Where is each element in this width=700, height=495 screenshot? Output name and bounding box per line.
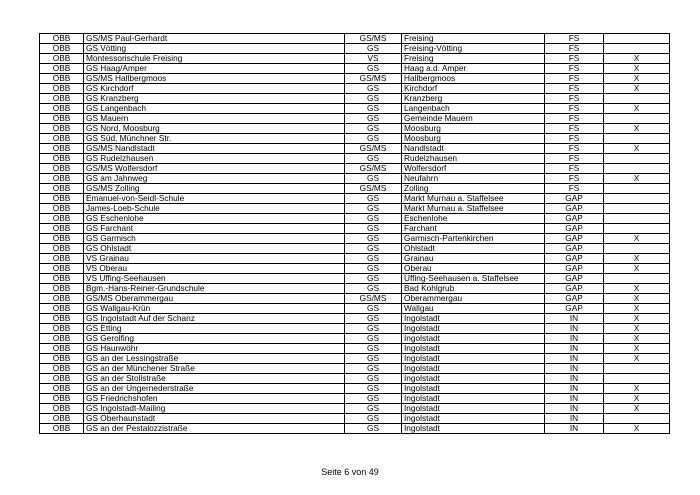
district-cell: FS xyxy=(545,44,604,54)
district-cell: GAP xyxy=(545,304,604,314)
table-row xyxy=(40,364,670,374)
school-type-cell: GS xyxy=(345,414,402,424)
school-type-cell: GS xyxy=(345,374,402,384)
district-cell: FS xyxy=(545,84,604,94)
mark-cell: X xyxy=(604,64,670,74)
mark-cell xyxy=(604,274,670,284)
region-cell: OBB xyxy=(40,344,84,354)
mark-cell xyxy=(604,414,670,424)
place-cell: Moosburg xyxy=(402,134,545,144)
school-type-cell: GS xyxy=(345,384,402,394)
school-name-cell: GS Langenbach xyxy=(84,104,345,114)
place-cell: Ingolstadt xyxy=(402,404,545,414)
region-cell: OBB xyxy=(40,204,84,214)
mark-cell xyxy=(604,194,670,204)
school-name-cell: GS Kirchdorf xyxy=(84,84,345,94)
table-row xyxy=(40,54,670,64)
school-type-cell: GS xyxy=(345,214,402,224)
school-name-cell: GS am Jahnweg xyxy=(84,174,345,184)
place-cell: Oberau xyxy=(402,264,545,274)
region-cell: OBB xyxy=(40,184,84,194)
region-cell: OBB xyxy=(40,354,84,364)
place-cell: Ingolstadt xyxy=(402,364,545,374)
mark-cell xyxy=(604,224,670,234)
mark-cell xyxy=(604,164,670,174)
place-cell: Oberammergau xyxy=(402,294,545,304)
district-cell: GAP xyxy=(545,204,604,214)
school-type-cell: GS xyxy=(345,354,402,364)
school-type-cell: GS/MS xyxy=(345,74,402,84)
district-cell: GAP xyxy=(545,194,604,204)
place-cell: Ingolstadt xyxy=(402,424,545,434)
place-cell: Eschenlohe xyxy=(402,214,545,224)
school-type-cell: GS xyxy=(345,394,402,404)
school-name-cell: GS an der Ungernederstraße xyxy=(84,384,345,394)
place-cell: Ohlstadt xyxy=(402,244,545,254)
district-cell: GAP xyxy=(545,234,604,244)
region-cell: OBB xyxy=(40,64,84,74)
mark-cell: X xyxy=(604,234,670,244)
place-cell: Ingolstadt xyxy=(402,384,545,394)
mark-cell xyxy=(604,134,670,144)
place-cell: Farchant xyxy=(402,224,545,234)
district-cell: FS xyxy=(545,64,604,74)
district-cell: FS xyxy=(545,124,604,134)
mark-cell: X xyxy=(604,404,670,414)
district-cell: GAP xyxy=(545,254,604,264)
table-row xyxy=(40,94,670,104)
table-row xyxy=(40,184,670,194)
region-cell: OBB xyxy=(40,364,84,374)
district-cell: FS xyxy=(545,104,604,114)
district-cell: GAP xyxy=(545,264,604,274)
table-row xyxy=(40,44,670,54)
school-type-cell: GS xyxy=(345,244,402,254)
place-cell: Haag a.d. Amper xyxy=(402,64,545,74)
mark-cell xyxy=(604,244,670,254)
district-cell: GAP xyxy=(545,294,604,304)
school-name-cell: GS an der Münchener Straße xyxy=(84,364,345,374)
table-row xyxy=(40,74,670,84)
school-name-cell: Emanuel-von-Seidl-Schule xyxy=(84,194,345,204)
school-type-cell: GS xyxy=(345,364,402,374)
region-cell: OBB xyxy=(40,394,84,404)
table-row xyxy=(40,304,670,314)
region-cell: OBB xyxy=(40,34,84,44)
mark-cell: X xyxy=(604,424,670,434)
table-row xyxy=(40,64,670,74)
school-name-cell: GS Süd, Münchner Str. xyxy=(84,134,345,144)
place-cell: Freising-Vötting xyxy=(402,44,545,54)
school-type-cell: GS xyxy=(345,314,402,324)
region-cell: OBB xyxy=(40,404,84,414)
place-cell: Nandlstadt xyxy=(402,144,545,154)
region-cell: OBB xyxy=(40,314,84,324)
place-cell: Markt Murnau a. Staffelsee xyxy=(402,204,545,214)
mark-cell xyxy=(604,44,670,54)
place-cell: Kranzberg xyxy=(402,94,545,104)
school-type-cell: GS xyxy=(345,304,402,314)
mark-cell: X xyxy=(604,284,670,294)
district-cell: FS xyxy=(545,134,604,144)
school-type-cell: GS xyxy=(345,94,402,104)
district-cell: GAP xyxy=(545,284,604,294)
place-cell: Bad Kohlgrub xyxy=(402,284,545,294)
school-name-cell: GS Rudelzhausen xyxy=(84,154,345,164)
mark-cell xyxy=(604,34,670,44)
school-name-cell: GS Oberhaunstadt xyxy=(84,414,345,424)
table-row xyxy=(40,34,670,44)
school-type-cell: VS xyxy=(345,54,402,64)
table-row xyxy=(40,284,670,294)
region-cell: OBB xyxy=(40,94,84,104)
district-cell: IN xyxy=(545,314,604,324)
table-row xyxy=(40,174,670,184)
place-cell: Neufahrn xyxy=(402,174,545,184)
mark-cell: X xyxy=(604,104,670,114)
district-cell: FS xyxy=(545,34,604,44)
region-cell: OBB xyxy=(40,154,84,164)
region-cell: OBB xyxy=(40,324,84,334)
region-cell: OBB xyxy=(40,304,84,314)
district-cell: IN xyxy=(545,374,604,384)
school-type-cell: GS xyxy=(345,224,402,234)
region-cell: OBB xyxy=(40,164,84,174)
place-cell: Ingolstadt xyxy=(402,374,545,384)
mark-cell: X xyxy=(604,344,670,354)
table-row xyxy=(40,424,670,434)
school-type-cell: GS/MS xyxy=(345,164,402,174)
school-type-cell: GS xyxy=(345,324,402,334)
school-name-cell: GS Mauern xyxy=(84,114,345,124)
region-cell: OBB xyxy=(40,224,84,234)
region-cell: OBB xyxy=(40,144,84,154)
school-name-cell: GS Haag/Amper xyxy=(84,64,345,74)
school-name-cell: GS/MS Hallbergmoos xyxy=(84,74,345,84)
mark-cell: X xyxy=(604,324,670,334)
mark-cell: X xyxy=(604,334,670,344)
school-name-cell: GS Nord, Moosburg xyxy=(84,124,345,134)
school-name-cell: GS/MS Oberammergau xyxy=(84,294,345,304)
district-cell: FS xyxy=(545,164,604,174)
table-row xyxy=(40,234,670,244)
table-row xyxy=(40,264,670,274)
district-cell: IN xyxy=(545,344,604,354)
table-row xyxy=(40,144,670,154)
school-type-cell: GS xyxy=(345,104,402,114)
school-type-cell: GS xyxy=(345,274,402,284)
school-name-cell: Montessorischule Freising xyxy=(84,54,345,64)
school-type-cell: GS xyxy=(345,204,402,214)
school-type-cell: GS xyxy=(345,334,402,344)
mark-cell: X xyxy=(604,384,670,394)
table-row xyxy=(40,84,670,94)
place-cell: Rudelzhausen xyxy=(402,154,545,164)
school-type-cell: GS xyxy=(345,404,402,414)
table-row xyxy=(40,224,670,234)
school-type-cell: GS xyxy=(345,174,402,184)
mark-cell xyxy=(604,94,670,104)
table-row xyxy=(40,354,670,364)
table-row xyxy=(40,164,670,174)
school-table xyxy=(39,33,670,434)
table-row xyxy=(40,294,670,304)
mark-cell xyxy=(604,184,670,194)
mark-cell: X xyxy=(604,304,670,314)
district-cell: GAP xyxy=(545,214,604,224)
district-cell: FS xyxy=(545,54,604,64)
region-cell: OBB xyxy=(40,214,84,224)
table-row xyxy=(40,384,670,394)
place-cell: Garmisch-Partenkirchen xyxy=(402,234,545,244)
place-cell: Ingolstadt xyxy=(402,334,545,344)
school-type-cell: GS xyxy=(345,114,402,124)
table-row xyxy=(40,414,670,424)
region-cell: OBB xyxy=(40,54,84,64)
school-name-cell: GS/MS Zolling xyxy=(84,184,345,194)
place-cell: Freising xyxy=(402,54,545,64)
table-row xyxy=(40,124,670,134)
school-name-cell: GS Eschenlohe xyxy=(84,214,345,224)
region-cell: OBB xyxy=(40,74,84,84)
mark-cell xyxy=(604,154,670,164)
place-cell: Wolfersdorf xyxy=(402,164,545,174)
school-type-cell: GS/MS xyxy=(345,184,402,194)
region-cell: OBB xyxy=(40,414,84,424)
mark-cell: X xyxy=(604,314,670,324)
mark-cell: X xyxy=(604,254,670,264)
school-type-cell: GS xyxy=(345,64,402,74)
table-row xyxy=(40,324,670,334)
school-type-cell: GS xyxy=(345,44,402,54)
school-name-cell: GS an der Pestalozzistraße xyxy=(84,424,345,434)
district-cell: FS xyxy=(545,74,604,84)
table-row xyxy=(40,204,670,214)
region-cell: OBB xyxy=(40,264,84,274)
school-name-cell: GS Garmisch xyxy=(84,234,345,244)
place-cell: Wallgau xyxy=(402,304,545,314)
page-number: Seite 6 von 49 xyxy=(321,467,379,477)
district-cell: GAP xyxy=(545,274,604,284)
region-cell: OBB xyxy=(40,384,84,394)
school-name-cell: GS an der Lessingstraße xyxy=(84,354,345,364)
district-cell: GAP xyxy=(545,224,604,234)
region-cell: OBB xyxy=(40,124,84,134)
district-cell: IN xyxy=(545,334,604,344)
place-cell: Ingolstadt xyxy=(402,324,545,334)
district-cell: IN xyxy=(545,404,604,414)
school-name-cell: GS Farchant xyxy=(84,224,345,234)
place-cell: Ingolstadt xyxy=(402,414,545,424)
school-name-cell: GS Kranzberg xyxy=(84,94,345,104)
district-cell: IN xyxy=(545,324,604,334)
school-type-cell: GS xyxy=(345,254,402,264)
school-name-cell: GS Friedrichshofen xyxy=(84,394,345,404)
school-name-cell: GS Haunwöhr xyxy=(84,344,345,354)
mark-cell: X xyxy=(604,84,670,94)
district-cell: IN xyxy=(545,384,604,394)
table-row xyxy=(40,314,670,324)
table-row xyxy=(40,134,670,144)
school-name-cell: James-Loeb-Schule xyxy=(84,204,345,214)
school-name-cell: GS/MS Nandlstadt xyxy=(84,144,345,154)
mark-cell: X xyxy=(604,54,670,64)
mark-cell: X xyxy=(604,264,670,274)
school-type-cell: GS xyxy=(345,194,402,204)
table-row xyxy=(40,114,670,124)
school-name-cell: VS Uffing-Seehausen xyxy=(84,274,345,284)
mark-cell xyxy=(604,114,670,124)
school-type-cell: GS xyxy=(345,124,402,134)
table-row xyxy=(40,334,670,344)
table-row xyxy=(40,244,670,254)
district-cell: FS xyxy=(545,184,604,194)
table-row xyxy=(40,154,670,164)
school-type-cell: GS xyxy=(345,424,402,434)
district-cell: FS xyxy=(545,94,604,104)
mark-cell: X xyxy=(604,354,670,364)
district-cell: FS xyxy=(545,144,604,154)
region-cell: OBB xyxy=(40,194,84,204)
school-type-cell: GS/MS xyxy=(345,294,402,304)
district-cell: IN xyxy=(545,414,604,424)
school-name-cell: GS/MS Paul-Gerhardt xyxy=(84,34,345,44)
mark-cell: X xyxy=(604,174,670,184)
school-name-cell: GS Ingolstadt-Mailing xyxy=(84,404,345,414)
district-cell: IN xyxy=(545,354,604,364)
region-cell: OBB xyxy=(40,274,84,284)
region-cell: OBB xyxy=(40,424,84,434)
school-type-cell: GS xyxy=(345,234,402,244)
table-row xyxy=(40,274,670,284)
district-cell: GAP xyxy=(545,244,604,254)
place-cell: Ingolstadt xyxy=(402,354,545,364)
place-cell: Kirchdorf xyxy=(402,84,545,94)
place-cell: Ingolstadt xyxy=(402,394,545,404)
school-name-cell: VS Oberau xyxy=(84,264,345,274)
school-name-cell: GS Vötting xyxy=(84,44,345,54)
mark-cell: X xyxy=(604,294,670,304)
district-cell: IN xyxy=(545,394,604,404)
mark-cell: X xyxy=(604,74,670,84)
school-name-cell: GS/MS Wolfersdorf xyxy=(84,164,345,174)
place-cell: Langenbach xyxy=(402,104,545,114)
place-cell: Markt Murnau a. Staffelsee xyxy=(402,194,545,204)
school-type-cell: GS/MS xyxy=(345,144,402,154)
region-cell: OBB xyxy=(40,234,84,244)
school-name-cell: GS Etting xyxy=(84,324,345,334)
school-name-cell: GS Ingolstadt Auf der Schanz xyxy=(84,314,345,324)
school-type-cell: GS xyxy=(345,84,402,94)
table-row xyxy=(40,394,670,404)
district-cell: IN xyxy=(545,364,604,374)
mark-cell xyxy=(604,364,670,374)
table-body xyxy=(40,34,670,434)
region-cell: OBB xyxy=(40,254,84,264)
table-row xyxy=(40,214,670,224)
school-name-cell: GS an der Stollstraße xyxy=(84,374,345,384)
region-cell: OBB xyxy=(40,104,84,114)
school-name-cell: Bgm.-Hans-Reiner-Grundschule xyxy=(84,284,345,294)
district-cell: IN xyxy=(545,424,604,434)
place-cell: Zolling xyxy=(402,184,545,194)
district-cell: FS xyxy=(545,174,604,184)
region-cell: OBB xyxy=(40,284,84,294)
mark-cell: X xyxy=(604,144,670,154)
table-row xyxy=(40,254,670,264)
region-cell: OBB xyxy=(40,174,84,184)
school-type-cell: GS xyxy=(345,344,402,354)
place-cell: Hallbergmoos xyxy=(402,74,545,84)
place-cell: Gemeinde Mauern xyxy=(402,114,545,124)
school-name-cell: VS Grainau xyxy=(84,254,345,264)
region-cell: OBB xyxy=(40,84,84,94)
school-type-cell: GS xyxy=(345,154,402,164)
place-cell: Moosburg xyxy=(402,124,545,134)
table-row xyxy=(40,104,670,114)
place-cell: Grainau xyxy=(402,254,545,264)
table-row xyxy=(40,344,670,354)
region-cell: OBB xyxy=(40,374,84,384)
place-cell: Ingolstadt xyxy=(402,344,545,354)
mark-cell xyxy=(604,204,670,214)
mark-cell xyxy=(604,374,670,384)
school-name-cell: GS Wallgau-Krün xyxy=(84,304,345,314)
region-cell: OBB xyxy=(40,44,84,54)
place-cell: Uffing-Seehausen a. Staffelsee xyxy=(402,274,545,284)
region-cell: OBB xyxy=(40,334,84,344)
place-cell: Ingolstadt xyxy=(402,314,545,324)
region-cell: OBB xyxy=(40,114,84,124)
place-cell: Freising xyxy=(402,34,545,44)
table-row xyxy=(40,404,670,414)
mark-cell: X xyxy=(604,124,670,134)
school-type-cell: GS xyxy=(345,264,402,274)
table-row xyxy=(40,374,670,384)
table-row xyxy=(40,194,670,204)
district-cell: FS xyxy=(545,154,604,164)
school-name-cell: GS Ohlstadt xyxy=(84,244,345,254)
school-name-cell: GS Gerolfing xyxy=(84,334,345,344)
school-type-cell: GS xyxy=(345,284,402,294)
region-cell: OBB xyxy=(40,294,84,304)
region-cell: OBB xyxy=(40,134,84,144)
school-type-cell: GS xyxy=(345,134,402,144)
school-type-cell: GS/MS xyxy=(345,34,402,44)
mark-cell: X xyxy=(604,394,670,404)
district-cell: FS xyxy=(545,114,604,124)
region-cell: OBB xyxy=(40,244,84,254)
mark-cell xyxy=(604,214,670,224)
